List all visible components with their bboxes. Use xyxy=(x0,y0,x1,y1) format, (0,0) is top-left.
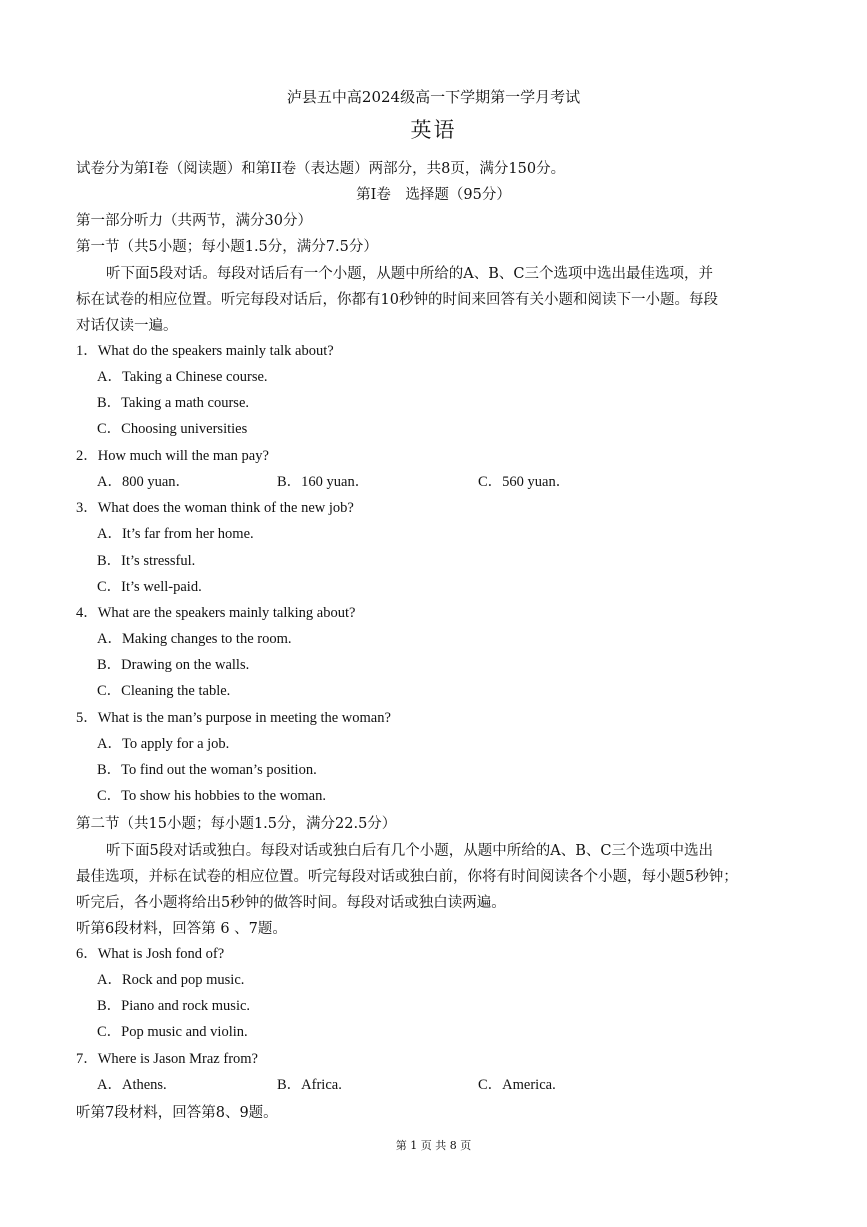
subject-title: 英语 xyxy=(410,118,457,142)
question-option: C．To show his hobbies to the woman. xyxy=(97,788,326,804)
question-option: C．560 yuan． xyxy=(478,474,571,490)
question-option: B．160 yuan． xyxy=(277,474,370,490)
section1-instruction-line: 听下面5段对话。每段对话后有一个小题，从题中所给的A、B、C三个选项中选出最佳选项，并 xyxy=(106,266,713,282)
question-option: B．It’s stressful. xyxy=(97,553,196,569)
material-instruction: 听第7段材料，回答第8、9题。 xyxy=(76,1105,278,1121)
volume-title: 第I卷 选择题（95分） xyxy=(356,187,511,203)
section1-heading: 第一节（共5小题；每小题1.5分，满分7.5分） xyxy=(76,239,378,255)
question-option: A．It’s far from her home. xyxy=(97,526,254,542)
section2-instruction-line: 听完后，各小题将给出5秒钟的做答时间。每段对话或独白读两遍。 xyxy=(76,895,506,911)
question-option: B．Piano and rock music. xyxy=(97,998,251,1014)
question-stem: 3．What does the woman think of the new job? xyxy=(76,500,354,516)
question-option: A．Rock and pop music. xyxy=(97,972,245,988)
question-option: A．Making changes to the room. xyxy=(97,631,292,647)
question-stem: 5．What is the man’s purpose in meeting the woman? xyxy=(76,710,391,726)
exam-intro: 试卷分为第I卷（阅读题）和第II卷（表达题）两部分，共8页，满分150分。 xyxy=(76,161,566,177)
section1-instruction-line: 对话仅读一遍。 xyxy=(76,318,178,334)
section2-instruction-line: 听下面5段对话或独白。每段对话或独白后有几个小题，从题中所给的A、B、C三个选项中选出 xyxy=(106,843,713,859)
question-option: C．America. xyxy=(478,1077,556,1093)
question-option: B．Africa. xyxy=(277,1077,342,1093)
question-option: C．Cleaning the table. xyxy=(97,683,231,699)
section2-heading: 第二节（共15小题；每小题1.5分，满分22.5分） xyxy=(76,816,397,832)
question-option: A．800 yuan． xyxy=(97,474,191,490)
question-option: A．To apply for a job. xyxy=(97,736,230,752)
question-option: B．To find out the woman’s position. xyxy=(97,762,317,778)
question-option: C．It’s well-paid. xyxy=(97,579,202,595)
question-stem: 4．What are the speakers mainly talking about? xyxy=(76,605,356,621)
question-option: C．Choosing universities xyxy=(97,421,248,437)
question-stem: 6．What is Josh fond of? xyxy=(76,946,225,962)
question-option: A．Taking a Chinese course. xyxy=(97,369,268,385)
question-stem: 7．Where is Jason Mraz from? xyxy=(76,1051,258,1067)
part1-heading: 第一部分听力（共两节，满分30分） xyxy=(76,213,312,229)
question-option: B．Taking a math course. xyxy=(97,395,250,411)
material-instruction: 听第6段材料，回答第 6 、7题。 xyxy=(76,921,287,937)
section1-instruction-line: 标在试卷的相应位置。听完每段对话后，你都有10秒钟的时间来回答有关小题和阅读下一小题。每段 xyxy=(76,292,718,308)
section2-instruction-line: 最佳选项，并标在试卷的相应位置。听完每段对话或独白前，你将有时间阅读各个小题，每小题5秒钟； xyxy=(76,869,738,885)
question-option: B．Drawing on the walls. xyxy=(97,657,250,673)
question-stem: 1．What do the speakers mainly talk about? xyxy=(76,343,334,359)
exam-title: 泸县五中高2024级高一下学期第一学月考试 xyxy=(286,88,581,106)
question-stem: 2．How much will the man pay? xyxy=(76,448,269,464)
question-option: A．Athens. xyxy=(97,1077,167,1093)
question-option: C．Pop music and violin. xyxy=(97,1024,248,1040)
page-footer: 第 1 页 共 8 页 xyxy=(395,1139,472,1152)
